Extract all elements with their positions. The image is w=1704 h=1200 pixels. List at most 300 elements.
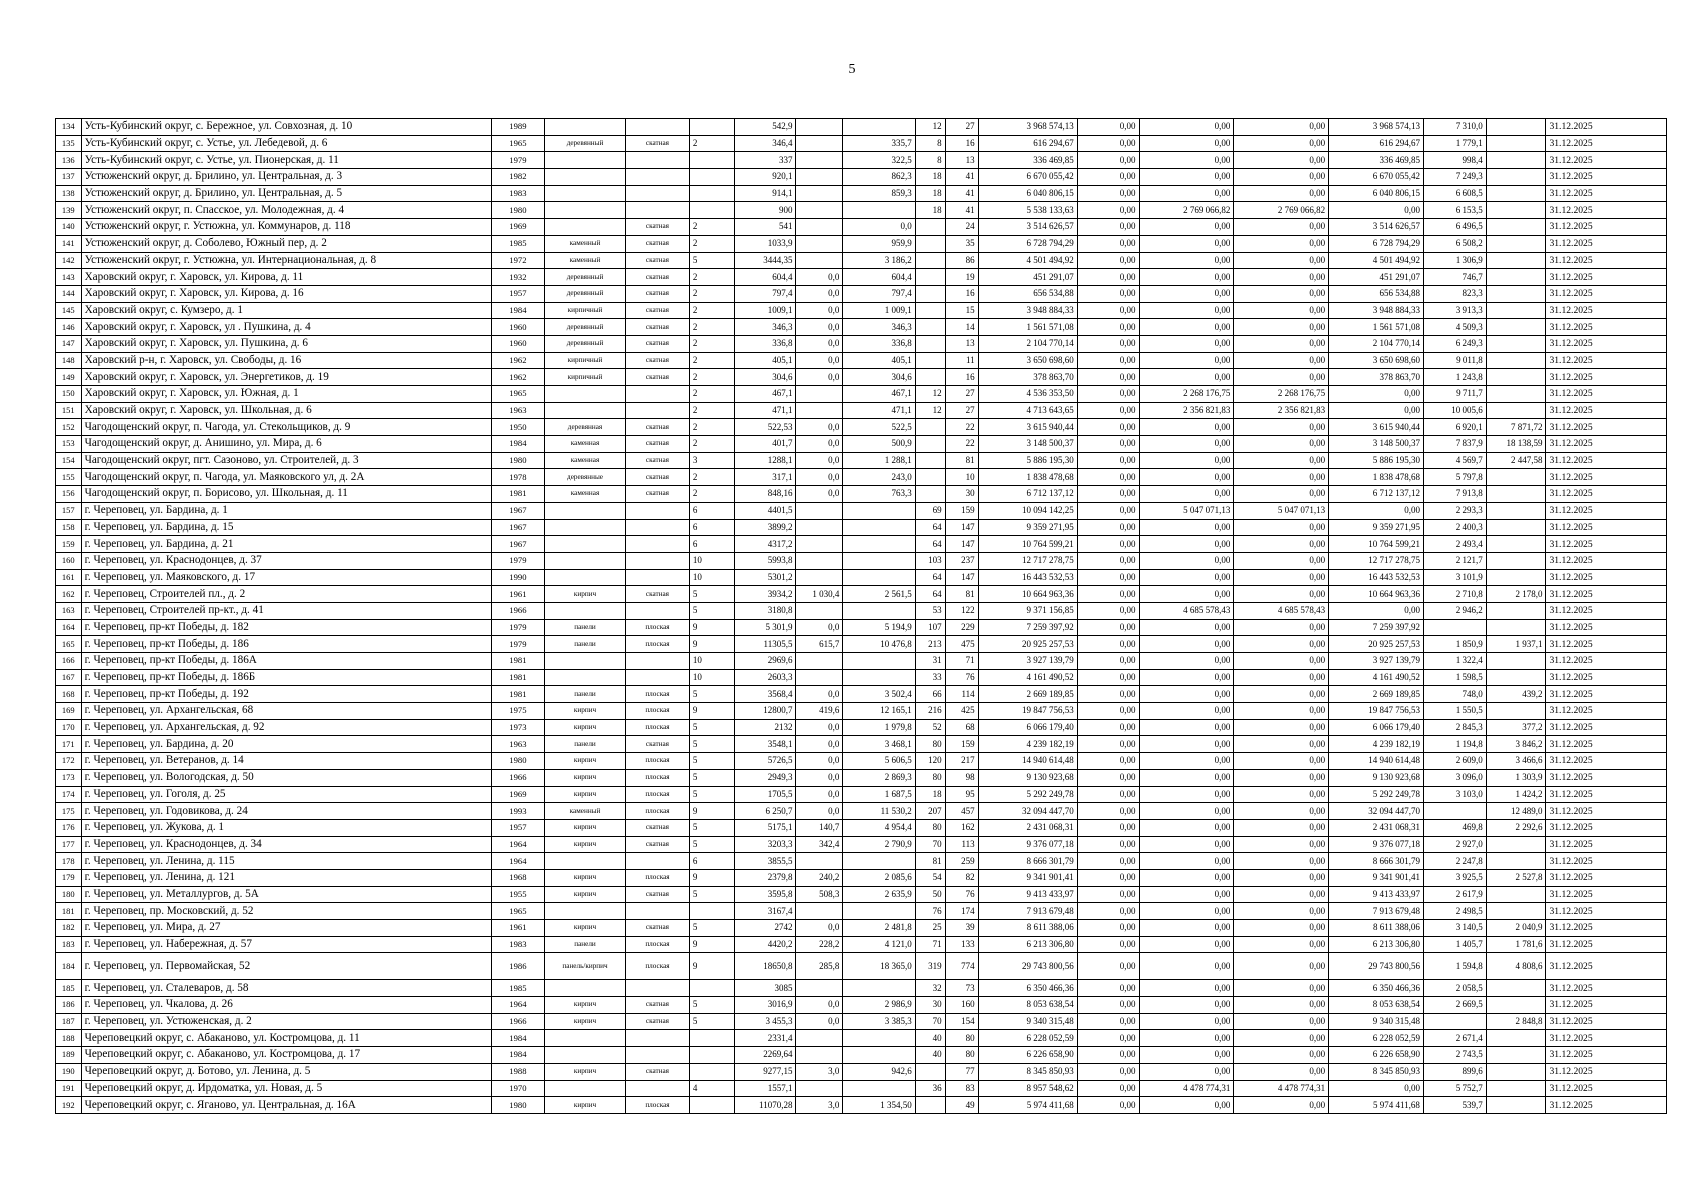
year-cell: 1966 — [491, 769, 544, 786]
federal-fund-cell: 0,00 — [1077, 452, 1139, 469]
table-row — [56, 169, 1667, 186]
roof-type-cell: плоская — [626, 803, 690, 820]
year-cell: 1961 — [491, 920, 544, 937]
wall-material-cell — [545, 185, 626, 202]
apartments-cell: 120 — [915, 753, 945, 770]
year-cell: 1990 — [491, 569, 544, 586]
local-budget-cell: 2 356 821,83 — [1234, 402, 1329, 419]
residential-area-cell: 3 502,4 — [843, 686, 915, 703]
unit-cost-cell: 1 850,9 — [1423, 636, 1486, 653]
federal-fund-cell: 0,00 — [1077, 980, 1139, 997]
row-number: 162 — [56, 586, 82, 603]
nonresidential-area-cell — [796, 552, 843, 569]
floors-cell: 2 — [689, 135, 734, 152]
table-row — [56, 202, 1667, 219]
federal-fund-cell: 0,00 — [1077, 469, 1139, 486]
local-budget-cell: 0,00 — [1234, 486, 1329, 503]
table-row — [56, 1030, 1667, 1047]
year-cell: 1979 — [491, 619, 544, 636]
nonresidential-area-cell: 0,0 — [796, 769, 843, 786]
residential-area-cell: 3 385,3 — [843, 1013, 915, 1030]
apartments-cell: 81 — [915, 853, 945, 870]
residential-area-cell: 471,1 — [843, 402, 915, 419]
apartments-cell: 80 — [915, 769, 945, 786]
wall-material-cell: панели — [545, 736, 626, 753]
wall-material-cell: деревянный — [545, 269, 626, 286]
table-row — [56, 552, 1667, 569]
address-cell: г. Череповец, ул. Набережная, д. 57 — [81, 936, 491, 953]
federal-fund-cell: 0,00 — [1077, 369, 1139, 386]
max-unit-cost-cell: 1 937,1 — [1486, 636, 1546, 653]
local-budget-cell: 0,00 — [1234, 703, 1329, 720]
residents-cell: 10 — [945, 469, 978, 486]
nonresidential-area-cell — [796, 602, 843, 619]
year-cell: 1988 — [491, 1063, 544, 1080]
table-row — [56, 152, 1667, 169]
floors-cell: 2 — [689, 235, 734, 252]
floors-cell: 5 — [689, 736, 734, 753]
deadline-cell: 31.12.2025 — [1546, 285, 1667, 302]
max-unit-cost-cell: 18 138,59 — [1486, 436, 1546, 453]
regional-budget-cell: 0,00 — [1139, 319, 1234, 336]
roof-type-cell — [626, 536, 690, 553]
unit-cost-cell: 9 711,7 — [1423, 386, 1486, 403]
address-cell: Чагодощенский округ, п. Борисово, ул. Школьная, д. 11 — [81, 486, 491, 503]
federal-fund-cell: 0,00 — [1077, 152, 1139, 169]
wall-material-cell — [545, 669, 626, 686]
owners-funds-cell: 616 294,67 — [1329, 135, 1424, 152]
max-unit-cost-cell — [1486, 386, 1546, 403]
roof-type-cell: скатная — [626, 886, 690, 903]
nonresidential-area-cell: 3,0 — [796, 1097, 843, 1114]
table-row — [56, 519, 1667, 536]
table-row — [56, 335, 1667, 352]
roof-type-cell: плоская — [626, 936, 690, 953]
nonresidential-area-cell: 0,0 — [796, 786, 843, 803]
nonresidential-area-cell — [796, 903, 843, 920]
total-area-cell: 797,4 — [734, 285, 796, 302]
regional-budget-cell: 0,00 — [1139, 853, 1234, 870]
deadline-cell: 31.12.2025 — [1546, 1097, 1667, 1114]
unit-cost-cell: 1 194,8 — [1423, 736, 1486, 753]
roof-type-cell: скатная — [626, 135, 690, 152]
address-cell: г. Череповец, ул. Бардина, д. 20 — [81, 736, 491, 753]
floors-cell — [689, 152, 734, 169]
floors-cell — [689, 202, 734, 219]
owners-funds-cell: 6 670 055,42 — [1329, 169, 1424, 186]
roof-type-cell: скатная — [626, 235, 690, 252]
roof-type-cell: скатная — [626, 352, 690, 369]
total-area-cell: 5993,8 — [734, 552, 796, 569]
residents-cell: 41 — [945, 169, 978, 186]
apartments-cell: 18 — [915, 202, 945, 219]
roof-type-cell: плоская — [626, 636, 690, 653]
address-cell: Харовский р-н, г. Харовск, ул. Свободы, д. 16 — [81, 352, 491, 369]
total-area-cell: 604,4 — [734, 269, 796, 286]
nonresidential-area-cell: 0,0 — [796, 436, 843, 453]
max-unit-cost-cell — [1486, 519, 1546, 536]
table-row — [56, 135, 1667, 152]
local-budget-cell: 2 769 066,82 — [1234, 202, 1329, 219]
roof-type-cell — [626, 1030, 690, 1047]
table-row — [56, 836, 1667, 853]
residential-area-cell: 0,0 — [843, 219, 915, 236]
nonresidential-area-cell: 0,0 — [796, 719, 843, 736]
floors-cell: 9 — [689, 636, 734, 653]
residents-cell: 457 — [945, 803, 978, 820]
residents-cell: 159 — [945, 502, 978, 519]
row-number: 147 — [56, 335, 82, 352]
row-number: 166 — [56, 653, 82, 670]
total-area-cell: 2949,3 — [734, 769, 796, 786]
apartments-cell: 40 — [915, 1030, 945, 1047]
roof-type-cell: плоская — [626, 686, 690, 703]
floors-cell: 10 — [689, 669, 734, 686]
owners-funds-cell: 29 743 800,56 — [1329, 953, 1424, 980]
nonresidential-area-cell — [796, 185, 843, 202]
regional-budget-cell: 0,00 — [1139, 753, 1234, 770]
deadline-cell: 31.12.2025 — [1546, 1047, 1667, 1064]
address-cell: г. Череповец, ул. Архангельская, 68 — [81, 703, 491, 720]
wall-material-cell — [545, 569, 626, 586]
table-row — [56, 786, 1667, 803]
row-number: 174 — [56, 786, 82, 803]
deadline-cell: 31.12.2025 — [1546, 886, 1667, 903]
residential-area-cell: 1 687,5 — [843, 786, 915, 803]
residential-area-cell: 2 085,6 — [843, 869, 915, 886]
wall-material-cell: панели — [545, 936, 626, 953]
residential-area-cell — [843, 552, 915, 569]
residential-area-cell: 12 165,1 — [843, 703, 915, 720]
owners-funds-cell: 7 913 679,48 — [1329, 903, 1424, 920]
max-unit-cost-cell — [1486, 369, 1546, 386]
deadline-cell: 31.12.2025 — [1546, 402, 1667, 419]
table-body — [56, 119, 1667, 1114]
residents-cell: 19 — [945, 269, 978, 286]
row-number: 175 — [56, 803, 82, 820]
deadline-cell: 31.12.2025 — [1546, 552, 1667, 569]
residential-area-cell: 346,3 — [843, 319, 915, 336]
deadline-cell: 31.12.2025 — [1546, 185, 1667, 202]
max-unit-cost-cell — [1486, 602, 1546, 619]
deadline-cell: 31.12.2025 — [1546, 602, 1667, 619]
table-row — [56, 419, 1667, 436]
floors-cell: 2 — [689, 419, 734, 436]
roof-type-cell: скатная — [626, 436, 690, 453]
apartments-cell: 70 — [915, 836, 945, 853]
wall-material-cell — [545, 402, 626, 419]
nonresidential-area-cell — [796, 536, 843, 553]
unit-cost-cell: 1 598,5 — [1423, 669, 1486, 686]
residential-area-cell: 522,5 — [843, 419, 915, 436]
total-area-cell: 471,1 — [734, 402, 796, 419]
unit-cost-cell: 1 779,1 — [1423, 135, 1486, 152]
roof-type-cell: скатная — [626, 369, 690, 386]
address-cell: г. Череповец, Строителей пр-кт., д. 41 — [81, 602, 491, 619]
federal-fund-cell: 0,00 — [1077, 703, 1139, 720]
max-unit-cost-cell — [1486, 119, 1546, 136]
deadline-cell: 31.12.2025 — [1546, 920, 1667, 937]
max-unit-cost-cell — [1486, 502, 1546, 519]
total-cost-cell: 6 066 179,40 — [978, 719, 1077, 736]
unit-cost-cell: 2 710,8 — [1423, 586, 1486, 603]
year-cell: 1983 — [491, 185, 544, 202]
total-area-cell: 3568,4 — [734, 686, 796, 703]
address-cell: Устюженский округ, п. Спасское, ул. Молодежная, д. 4 — [81, 202, 491, 219]
table-row — [56, 469, 1667, 486]
owners-funds-cell: 0,00 — [1329, 386, 1424, 403]
table-row — [56, 669, 1667, 686]
address-cell: г. Череповец, ул. Архангельская, д. 92 — [81, 719, 491, 736]
apartments-cell — [915, 452, 945, 469]
wall-material-cell: каменный — [545, 252, 626, 269]
wall-material-cell: кирпичный — [545, 302, 626, 319]
wall-material-cell: панели — [545, 636, 626, 653]
year-cell: 1964 — [491, 997, 544, 1014]
roof-type-cell — [626, 202, 690, 219]
floors-cell: 6 — [689, 536, 734, 553]
floors-cell: 5 — [689, 586, 734, 603]
row-number: 138 — [56, 185, 82, 202]
unit-cost-cell: 3 913,3 — [1423, 302, 1486, 319]
wall-material-cell: кирпичный — [545, 369, 626, 386]
year-cell: 1993 — [491, 803, 544, 820]
year-cell: 1984 — [491, 1030, 544, 1047]
apartments-cell: 80 — [915, 736, 945, 753]
federal-fund-cell: 0,00 — [1077, 1097, 1139, 1114]
residents-cell: 27 — [945, 119, 978, 136]
nonresidential-area-cell — [796, 386, 843, 403]
owners-funds-cell: 3 148 500,37 — [1329, 436, 1424, 453]
floors-cell: 9 — [689, 869, 734, 886]
federal-fund-cell: 0,00 — [1077, 1080, 1139, 1097]
wall-material-cell: кирпич — [545, 836, 626, 853]
floors-cell: 2 — [689, 302, 734, 319]
nonresidential-area-cell: 140,7 — [796, 819, 843, 836]
wall-material-cell: кирпич — [545, 997, 626, 1014]
total-cost-cell: 6 712 137,12 — [978, 486, 1077, 503]
residents-cell: 80 — [945, 1047, 978, 1064]
owners-funds-cell: 10 664 963,36 — [1329, 586, 1424, 603]
apartments-cell — [915, 235, 945, 252]
wall-material-cell: панели — [545, 619, 626, 636]
wall-material-cell — [545, 1047, 626, 1064]
unit-cost-cell: 9 011,8 — [1423, 352, 1486, 369]
regional-budget-cell: 0,00 — [1139, 736, 1234, 753]
regional-budget-cell: 0,00 — [1139, 119, 1234, 136]
total-cost-cell: 9 130 923,68 — [978, 769, 1077, 786]
total-cost-cell: 6 213 306,80 — [978, 936, 1077, 953]
wall-material-cell — [545, 519, 626, 536]
regional-budget-cell: 0,00 — [1139, 803, 1234, 820]
unit-cost-cell: 3 140,5 — [1423, 920, 1486, 937]
total-area-cell: 2269,64 — [734, 1047, 796, 1064]
residents-cell: 73 — [945, 980, 978, 997]
local-budget-cell: 0,00 — [1234, 686, 1329, 703]
nonresidential-area-cell: 0,0 — [796, 997, 843, 1014]
local-budget-cell: 0,00 — [1234, 269, 1329, 286]
address-cell: г. Череповец, ул. Краснодонцев, д. 34 — [81, 836, 491, 853]
residents-cell: 27 — [945, 402, 978, 419]
federal-fund-cell: 0,00 — [1077, 953, 1139, 980]
regional-budget-cell: 0,00 — [1139, 569, 1234, 586]
address-cell: г. Череповец, ул. Чкалова, д. 26 — [81, 997, 491, 1014]
unit-cost-cell: 2 058,5 — [1423, 980, 1486, 997]
total-cost-cell: 6 226 658,90 — [978, 1047, 1077, 1064]
roof-type-cell: скатная — [626, 486, 690, 503]
row-number: 142 — [56, 252, 82, 269]
regional-budget-cell: 0,00 — [1139, 653, 1234, 670]
address-cell: г. Череповец, ул. Первомайская, 52 — [81, 953, 491, 980]
owners-funds-cell: 4 501 494,92 — [1329, 252, 1424, 269]
residential-area-cell: 859,3 — [843, 185, 915, 202]
address-cell: Череповецкий округ, с. Абаканово, ул. Костромцова, д. 17 — [81, 1047, 491, 1064]
row-number: 141 — [56, 235, 82, 252]
roof-type-cell — [626, 1047, 690, 1064]
deadline-cell: 31.12.2025 — [1546, 235, 1667, 252]
unit-cost-cell — [1423, 803, 1486, 820]
local-budget-cell: 0,00 — [1234, 452, 1329, 469]
apartments-cell: 40 — [915, 1047, 945, 1064]
year-cell: 1950 — [491, 419, 544, 436]
total-area-cell: 1009,1 — [734, 302, 796, 319]
local-budget-cell: 0,00 — [1234, 419, 1329, 436]
row-number: 149 — [56, 369, 82, 386]
regional-budget-cell: 0,00 — [1139, 619, 1234, 636]
row-number: 183 — [56, 936, 82, 953]
row-number: 188 — [56, 1030, 82, 1047]
total-area-cell: 3595,8 — [734, 886, 796, 903]
max-unit-cost-cell — [1486, 352, 1546, 369]
total-area-cell: 346,3 — [734, 319, 796, 336]
residential-area-cell — [843, 903, 915, 920]
unit-cost-cell: 2 743,5 — [1423, 1047, 1486, 1064]
regional-budget-cell: 0,00 — [1139, 302, 1234, 319]
local-budget-cell: 0,00 — [1234, 302, 1329, 319]
address-cell: г. Череповец, пр-кт Победы, д. 192 — [81, 686, 491, 703]
owners-funds-cell: 8 666 301,79 — [1329, 853, 1424, 870]
deadline-cell: 31.12.2025 — [1546, 1063, 1667, 1080]
floors-cell: 2 — [689, 269, 734, 286]
row-number: 152 — [56, 419, 82, 436]
wall-material-cell: каменная — [545, 436, 626, 453]
wall-material-cell: деревянный — [545, 285, 626, 302]
row-number: 157 — [56, 502, 82, 519]
max-unit-cost-cell: 2 527,8 — [1486, 869, 1546, 886]
roof-type-cell: плоская — [626, 769, 690, 786]
residents-cell: 147 — [945, 569, 978, 586]
roof-type-cell — [626, 980, 690, 997]
residents-cell: 229 — [945, 619, 978, 636]
residential-area-cell: 942,6 — [843, 1063, 915, 1080]
owners-funds-cell: 0,00 — [1329, 602, 1424, 619]
wall-material-cell: кирпич — [545, 920, 626, 937]
max-unit-cost-cell: 1 424,2 — [1486, 786, 1546, 803]
deadline-cell: 31.12.2025 — [1546, 536, 1667, 553]
apartments-cell — [915, 419, 945, 436]
regional-budget-cell: 0,00 — [1139, 219, 1234, 236]
deadline-cell: 31.12.2025 — [1546, 419, 1667, 436]
table-row — [56, 980, 1667, 997]
owners-funds-cell: 9 130 923,68 — [1329, 769, 1424, 786]
nonresidential-area-cell: 0,0 — [796, 469, 843, 486]
total-area-cell: 336,8 — [734, 335, 796, 352]
unit-cost-cell: 6 920,1 — [1423, 419, 1486, 436]
apartments-cell — [915, 486, 945, 503]
address-cell: Харовский округ, г. Харовск, ул. Школьная, д. 6 — [81, 402, 491, 419]
deadline-cell: 31.12.2025 — [1546, 569, 1667, 586]
year-cell: 1979 — [491, 636, 544, 653]
table-row — [56, 486, 1667, 503]
local-budget-cell: 0,00 — [1234, 1063, 1329, 1080]
unit-cost-cell: 6 153,5 — [1423, 202, 1486, 219]
regional-budget-cell: 0,00 — [1139, 1047, 1234, 1064]
max-unit-cost-cell: 1 781,6 — [1486, 936, 1546, 953]
federal-fund-cell: 0,00 — [1077, 803, 1139, 820]
apartments-cell: 31 — [915, 653, 945, 670]
year-cell: 1964 — [491, 853, 544, 870]
year-cell: 1980 — [491, 753, 544, 770]
nonresidential-area-cell — [796, 202, 843, 219]
deadline-cell: 31.12.2025 — [1546, 436, 1667, 453]
total-area-cell: 1705,5 — [734, 786, 796, 803]
apartments-cell: 69 — [915, 502, 945, 519]
local-budget-cell: 0,00 — [1234, 185, 1329, 202]
residents-cell: 122 — [945, 602, 978, 619]
row-number: 165 — [56, 636, 82, 653]
federal-fund-cell: 0,00 — [1077, 319, 1139, 336]
total-cost-cell: 4 239 182,19 — [978, 736, 1077, 753]
unit-cost-cell: 2 121,7 — [1423, 552, 1486, 569]
wall-material-cell — [545, 169, 626, 186]
row-number: 136 — [56, 152, 82, 169]
residential-area-cell — [843, 119, 915, 136]
floors-cell: 9 — [689, 803, 734, 820]
address-cell: Чагодощенский округ, п. Чагода, ул. Стекольщиков, д. 9 — [81, 419, 491, 436]
deadline-cell: 31.12.2025 — [1546, 486, 1667, 503]
row-number: 134 — [56, 119, 82, 136]
total-cost-cell: 3 650 698,60 — [978, 352, 1077, 369]
nonresidential-area-cell: 615,7 — [796, 636, 843, 653]
residents-cell: 133 — [945, 936, 978, 953]
row-number: 192 — [56, 1097, 82, 1114]
total-cost-cell: 3 615 940,44 — [978, 419, 1077, 436]
residents-cell: 81 — [945, 452, 978, 469]
regional-budget-cell: 0,00 — [1139, 819, 1234, 836]
owners-funds-cell: 2 104 770,14 — [1329, 335, 1424, 352]
total-area-cell: 12800,7 — [734, 703, 796, 720]
year-cell: 1966 — [491, 1013, 544, 1030]
wall-material-cell: кирпич — [545, 769, 626, 786]
local-budget-cell: 0,00 — [1234, 352, 1329, 369]
row-number: 191 — [56, 1080, 82, 1097]
roof-type-cell — [626, 903, 690, 920]
residential-area-cell — [843, 519, 915, 536]
regional-budget-cell: 0,00 — [1139, 152, 1234, 169]
nonresidential-area-cell: 0,0 — [796, 285, 843, 302]
owners-funds-cell: 6 228 052,59 — [1329, 1030, 1424, 1047]
deadline-cell: 31.12.2025 — [1546, 269, 1667, 286]
residential-area-cell: 4 121,0 — [843, 936, 915, 953]
table-row — [56, 703, 1667, 720]
total-cost-cell: 9 340 315,48 — [978, 1013, 1077, 1030]
table-row — [56, 119, 1667, 136]
residential-area-cell: 3 468,1 — [843, 736, 915, 753]
total-cost-cell: 4 536 353,50 — [978, 386, 1077, 403]
federal-fund-cell: 0,00 — [1077, 1047, 1139, 1064]
row-number: 160 — [56, 552, 82, 569]
table-row — [56, 936, 1667, 953]
